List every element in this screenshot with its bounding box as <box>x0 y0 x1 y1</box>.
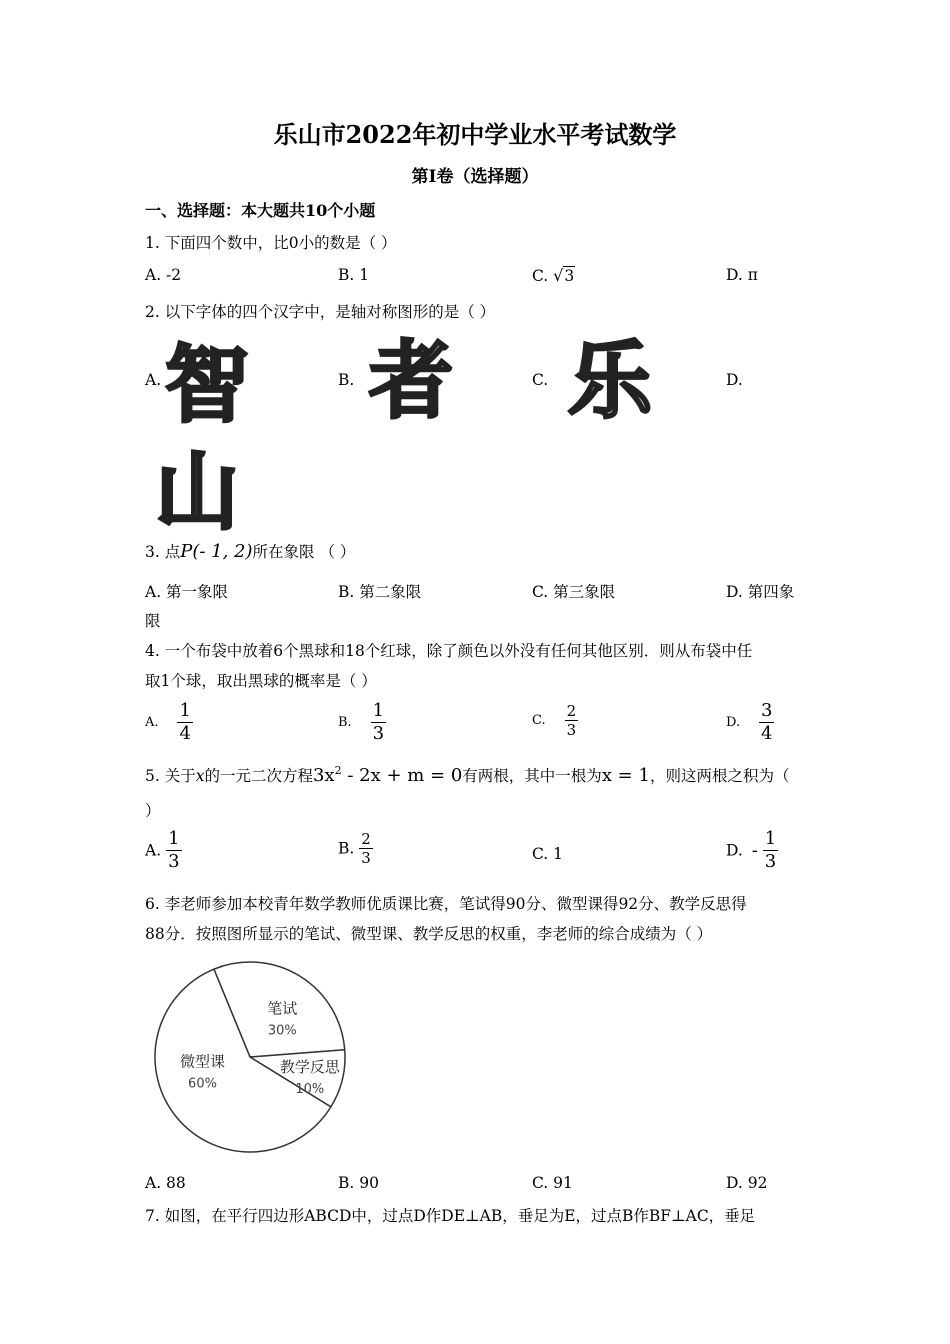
q4-option-a-fraction <box>177 700 192 745</box>
pie-slice-label: 微型课 <box>179 1052 226 1071</box>
fraction-numerator: 2 <box>361 830 371 848</box>
q6-option-c: C. 91 <box>532 1174 573 1192</box>
q5-equation-b: - 2x + m = 0 <box>341 765 463 786</box>
q4-option-d-fraction <box>759 700 774 745</box>
q2-option-b-label: B. <box>338 371 355 389</box>
q6-option-d: D. 92 <box>726 1174 768 1192</box>
pie-slice-percent: 10% <box>295 1082 325 1098</box>
fraction-denominator: 4 <box>761 723 773 744</box>
q2-option-a-label: A. <box>145 371 162 389</box>
q1-option-d: D. π <box>726 266 758 284</box>
q5-option-d <box>726 828 778 873</box>
fraction-denominator: 4 <box>179 723 191 744</box>
glyph-zhi-text: 智 <box>164 338 250 428</box>
fraction-denominator: 3 <box>168 851 180 872</box>
q5-var: x <box>195 767 205 785</box>
q4-option-b <box>338 700 386 745</box>
fraction-numerator: 1 <box>372 700 385 721</box>
q5-mid: 的一元二次方程 <box>204 767 313 785</box>
q5-equation-sup: 2 <box>334 764 342 777</box>
weight-pie-chart <box>150 960 350 1160</box>
q4-option-c-fraction <box>565 702 579 739</box>
q6-option-b: B. 90 <box>338 1174 379 1192</box>
question-5-wrap: ） <box>145 802 161 820</box>
hollow-glyph-zhe-icon <box>366 334 456 424</box>
q5-option-d-label: D. <box>726 841 743 860</box>
q5-option-a-fraction <box>166 828 181 873</box>
q3-option-b: B. 第二象限 <box>338 583 422 601</box>
q4-option-d <box>726 700 774 745</box>
q1-option-b: B. 1 <box>338 266 370 284</box>
q5-equation <box>313 765 462 786</box>
section-heading: 一、选择题：本大题共10个小题 <box>145 201 376 220</box>
q3-stem-post: 所在象限 （ ） <box>252 543 356 561</box>
q3-point: P(- 1, 2) <box>180 541 253 562</box>
q3-option-c: C. 第三象限 <box>532 583 616 601</box>
q6-option-a: A. 88 <box>145 1174 186 1192</box>
q2-option-c-label: C. <box>532 371 549 389</box>
q4-option-a <box>145 700 193 745</box>
question-7-line1: 7. 如图，在平行四边形ABCD中，过点D作DE⊥AB，垂足为E，过点B作BF⊥AC，垂足 <box>145 1207 756 1225</box>
q5-pre: 5. 关于 <box>145 767 196 785</box>
q1-option-a: A. -2 <box>145 266 182 284</box>
fraction-denominator: 3 <box>566 721 577 739</box>
sqrt-icon: √ <box>553 266 564 285</box>
hollow-glyph-zhi-icon <box>162 338 252 428</box>
question-4-line1: 4. 一个布袋中放着6个黑球和18个红球，除了颜色以外没有任何其他区别．则从布袋中任 <box>145 642 753 660</box>
pie-slice-label: 笔试 <box>267 999 298 1018</box>
question-2-stem: 2. 以下字体的四个汉字中，是轴对称图形的是（ ） <box>145 303 496 321</box>
q4-option-b-fraction <box>371 700 386 745</box>
question-1-stem: 1. 下面四个数中，比0小的数是（ ） <box>145 234 397 252</box>
q1-option-c-label: C. <box>532 267 554 285</box>
q5-option-b-label: B. <box>338 839 355 858</box>
q5-option-a <box>145 828 182 873</box>
question-3-stem <box>145 540 355 562</box>
hollow-glyph-le-icon <box>565 334 655 424</box>
question-5-line1 <box>145 764 789 786</box>
glyph-shan-text: 山 <box>154 445 240 535</box>
fraction-numerator: 2 <box>566 702 577 720</box>
fraction-denominator: 3 <box>361 849 371 867</box>
q4-option-a-label: A. <box>145 715 159 730</box>
fraction-denominator: 3 <box>372 723 385 744</box>
pie-slice-percent: 60% <box>188 1076 217 1092</box>
q3-option-d-wrap: 限 <box>145 612 161 630</box>
hollow-glyph-shan-icon <box>152 445 242 535</box>
q4-option-d-label: D. <box>726 715 741 730</box>
fraction-denominator: 3 <box>764 851 777 872</box>
question-4-line2: 取1个球，取出黑球的概率是（ ） <box>145 672 377 690</box>
q5-post: 有两根，其中一根为 <box>462 767 602 785</box>
q5-option-b <box>338 830 373 867</box>
paper-subtitle: 第Ⅰ卷（选择题） <box>411 167 539 187</box>
q5-equation-a: 3x <box>312 765 335 786</box>
q3-option-a: A. 第一象限 <box>145 583 229 601</box>
q4-option-c <box>532 702 578 739</box>
fraction-numerator: 1 <box>179 700 191 721</box>
fraction-numerator: 1 <box>764 828 777 849</box>
q5-option-b-fraction <box>359 830 373 867</box>
pie-slice-label: 教学反思 <box>279 1058 340 1077</box>
q5-option-c: C. 1 <box>532 845 564 863</box>
question-6-line2: 88分．按照图所显示的笔试、微型课、教学反思的权重，李老师的综合成绩为（ ） <box>145 925 713 943</box>
q3-option-d: D. 第四象 <box>726 583 795 601</box>
q4-option-b-label: B. <box>338 715 352 730</box>
fraction-numerator: 3 <box>761 700 773 721</box>
pie-slice-percent: 30% <box>267 1023 297 1039</box>
q5-option-d-fraction <box>763 828 778 873</box>
q4-option-c-label: C. <box>532 713 546 728</box>
q1-option-c <box>532 266 575 285</box>
fraction-numerator: 1 <box>168 828 180 849</box>
q5-root: x = 1 <box>601 765 650 786</box>
glyph-zhe-text: 者 <box>368 334 454 424</box>
question-6-line1: 6. 李老师参加本校青年数学教师优质课比赛，笔试得90分、微型课得92分、教学反思得 <box>145 895 747 913</box>
q5-option-a-label: A. <box>145 841 162 860</box>
q5-option-d-sign: - <box>751 840 758 861</box>
page-title: 乐山市2022年初中学业水平考试数学 <box>273 120 677 149</box>
q1-option-c-radicand: 3 <box>564 267 575 285</box>
q5-tail: ，则这两根之积为（ <box>649 767 790 785</box>
glyph-le-text: 乐 <box>567 334 653 424</box>
q2-option-d-label: D. <box>726 371 743 389</box>
q3-stem-pre: 3. 点 <box>145 543 181 561</box>
